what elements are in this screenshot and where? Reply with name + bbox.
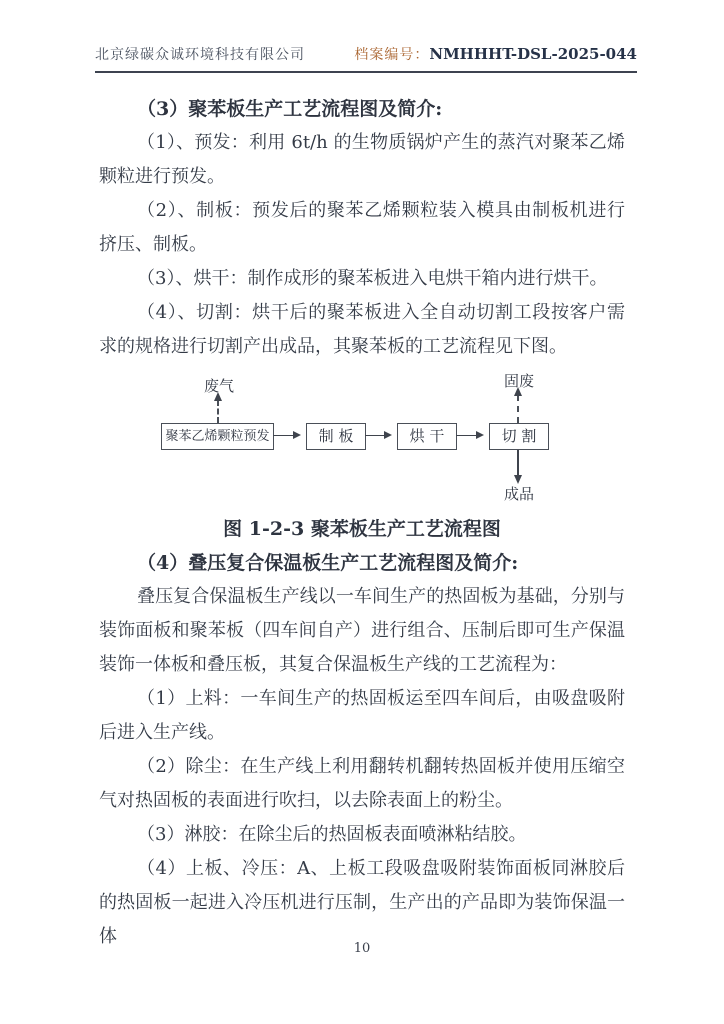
page-header <box>95 44 637 73</box>
section-4-item-4: （4）上板、冷压：A、上板工段吸盘吸附装饰面板同淋胶后的热固板一起进入冷压机进行压制，生产出的产品即为装饰保温一体 <box>99 858 625 947</box>
arrow-down-icon <box>517 450 519 476</box>
archive-number-value: NMHHHT-DSL-2025-044 <box>429 45 637 63</box>
arrow-right-icon <box>456 435 482 436</box>
section-4-item-1: （1）上料：一车间生产的热固板运至四车间后，由吸盘吸附后进入生产线。 <box>99 688 625 743</box>
section-3-item-4: （4）、切割：烘干后的聚苯板进入全自动切割工段按客户需求的规格进行切割产出成品，其聚苯板的工艺流程见下图。 <box>99 302 625 357</box>
dashed-arrow-up-icon <box>217 400 219 423</box>
solid-waste-label: 固废 <box>503 372 534 390</box>
header-company-name: 北京绿碳众诚环境科技有限公司 <box>95 47 305 63</box>
section-3-heading: （3）聚苯板生产工艺流程图及简介: <box>137 98 443 120</box>
section-4-heading: （4）叠压复合保温板生产工艺流程图及简介: <box>137 552 519 574</box>
process-box-cutting: 切 割 <box>489 423 549 450</box>
process-box-board-making: 制 板 <box>306 423 366 450</box>
section-3-item-3: （3）、烘干：制作成形的聚苯板进入电烘干箱内进行烘干。 <box>137 268 608 289</box>
section-4-item-3: （3）淋胶：在除尘后的热固板表面喷淋粘结胶。 <box>137 824 527 845</box>
header-archive-number <box>354 44 637 64</box>
section-3-item-2: （2）、制板：预发后的聚苯乙烯颗粒装入模具由制板机进行挤压、制板。 <box>99 200 625 255</box>
document-body <box>99 72 625 954</box>
page-number: 10 <box>353 941 371 956</box>
figure-caption: 图 1-2-3 聚苯板生产工艺流程图 <box>223 518 501 540</box>
section-3-item-1: （1）、预发：利用 6t/h 的生物质锅炉产生的蒸汽对聚苯乙烯颗粒进行预发。 <box>99 132 625 187</box>
arrow-right-icon <box>273 435 299 436</box>
process-box-prefoaming: 聚苯乙烯颗粒预发 <box>161 423 274 450</box>
archive-number-label: 档案编号： <box>354 47 430 63</box>
page-footer <box>0 941 724 956</box>
arrow-right-icon <box>365 435 390 436</box>
waste-gas-label: 废气 <box>203 377 234 395</box>
product-label: 成品 <box>503 485 534 503</box>
section-4-item-2: （2）除尘：在生产线上利用翻转机翻转热固板并使用压缩空气对热固板的表面进行吹扫，以去除表面上的粉尘。 <box>99 756 625 811</box>
dashed-arrow-up-icon <box>517 395 519 423</box>
process-box-drying: 烘 干 <box>397 423 457 450</box>
section-4-intro: 叠压复合保温板生产线以一车间生产的热固板为基础，分别与装饰面板和聚苯板（四车间自产）进行组合、压制后即可生产保温装饰一体板和叠压板，其复合保温板生产线的工艺流程为： <box>99 586 625 675</box>
process-flow-diagram <box>99 372 625 508</box>
